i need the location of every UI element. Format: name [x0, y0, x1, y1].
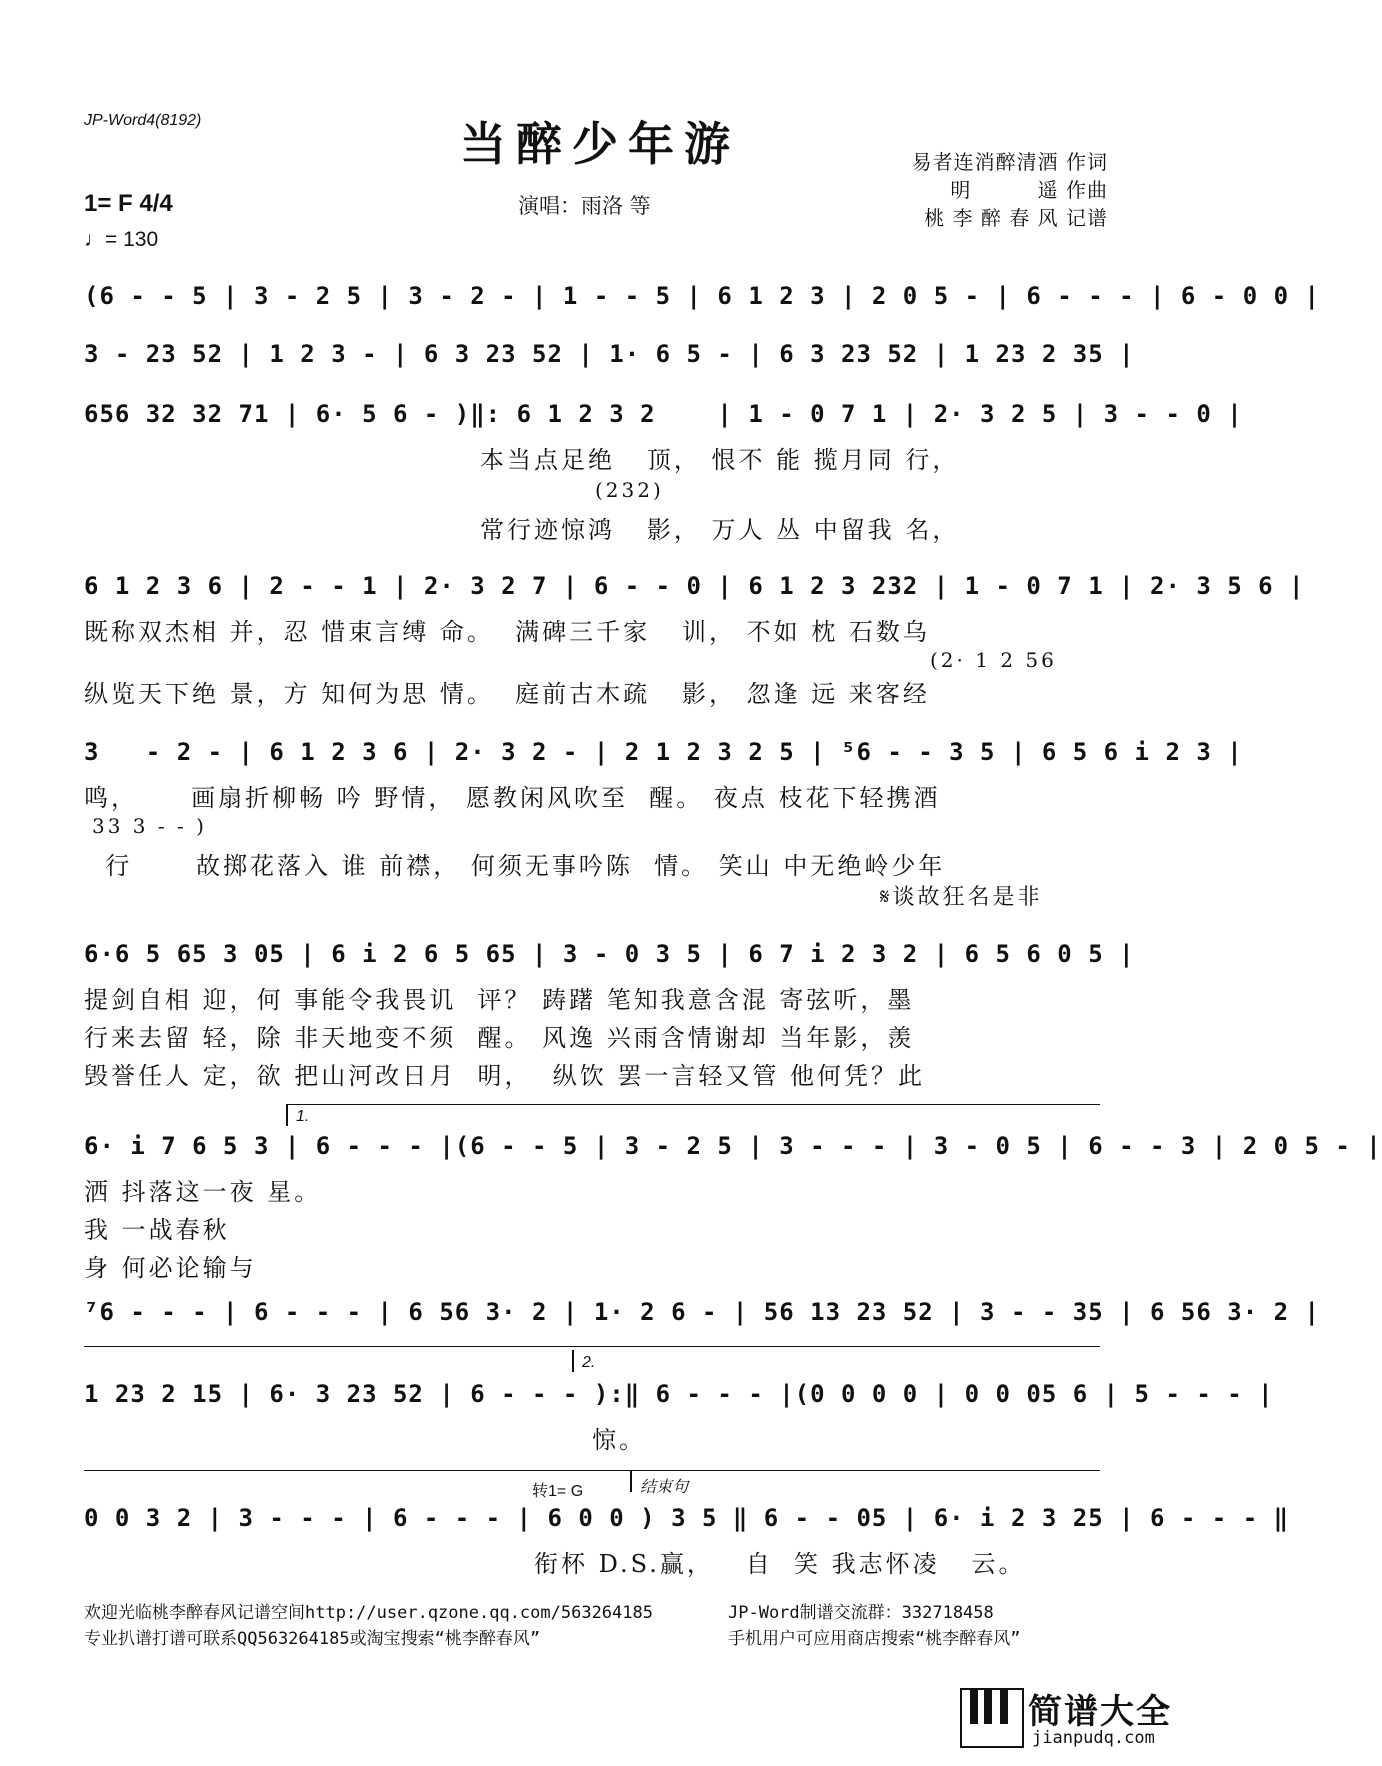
lyric-line-5-verse-3: 𝄋谈故狂名是非: [880, 885, 1043, 910]
lyric-line-3-verse-2: 常行迹惊鸿 影， 万人 丛 中留我 名，: [480, 516, 960, 544]
song-title: 当醉少年游: [460, 117, 740, 171]
footer-contact: 专业扒谱打谱可联系QQ563264185或淘宝搜索“桃李醉春风”: [84, 1629, 541, 1649]
score-line-10: 0 0 3 2 | 3 - - - | 6 - - - | 6 0 0 ) 3 5 ‖ 6 - - 05 | 6· i 2 3 25 | 6 - - - ‖: [84, 1504, 1290, 1532]
lyric-line-4-note: (2· 1 2 56: [930, 648, 1057, 672]
first-ending-bracket-start: [286, 1104, 288, 1126]
lyric-line-5-verse-2: 行 故掷花落入 谁 前襟， 何须无事吟陈 情。 笑山 中无绝岭少年: [84, 852, 946, 880]
lyric-line-10: 衔杯 D.S.赢， 自 笑 我志怀凌 云。: [534, 1550, 1026, 1578]
score-line-1: (6 - - 5 | 3 - 2 5 | 3 - 2 - | 1 - - 5 | 6 1 2 3 | 2 0 5 - | 6 - - - | 6 - 0 0 |: [84, 282, 1320, 310]
lyric-line-6-verse-2: 行来去留 轻，除 非天地变不须 醒。 风逸 兴雨含情谢却 当年影，羡: [84, 1024, 915, 1052]
lyric-line-7-verse-3: 身 何必论输与: [84, 1254, 257, 1282]
lyric-line-3-verse-1: 本当点足绝 顶， 恨不 能 揽月同 行，: [480, 446, 960, 474]
footer-website: 欢迎光临桃李醉春风记谱空间http://user.qzone.qq.com/563264185: [84, 1603, 653, 1623]
second-ending-label: 2.: [582, 1354, 596, 1371]
transcriber-credit: 桃 李 醉 春 风 记谱: [924, 206, 1108, 230]
coda-label: 结束句: [640, 1479, 689, 1496]
coda-bracket-start: [630, 1470, 632, 1492]
score-line-6: 6·6 5 65 3 05 | 6 i 2 6 5 65 | 3 - 0 3 5 | 6 7 i 2 3 2 | 6 5 6 0 5 |: [84, 940, 1135, 968]
first-ending-bracket: [286, 1104, 1100, 1105]
score-line-7: 6· i 7 6 5 3 | 6 - - - |(6 - - 5 | 3 - 2 5 | 3 - - - | 3 - 0 5 | 6 - - 3 | 2 0 5 - |: [84, 1132, 1382, 1160]
lyric-line-3-note: (232): [595, 478, 664, 502]
piano-keys-icon: [960, 1688, 1024, 1748]
score-line-9: 1 23 2 15 | 6· 3 23 52 | 6 - - - ):‖ 6 - - - |(0 0 0 0 | 0 0 05 6 | 5 - - - |: [84, 1380, 1274, 1408]
lyric-line-4-verse-1: 既称双杰相 并，忍 惜束言缚 命。 满碑三千家 训， 不如 枕 石数乌: [84, 618, 930, 646]
lyricist-credit: 易者连消醉清酒 作词: [911, 150, 1108, 174]
lyric-line-5-verse-1: 鸣， 画扇折柳畅 吟 野情， 愿教闲风吹至 醒。 夜点 枝花下轻携酒: [84, 784, 941, 812]
score-line-5: 3 - 2 - | 6 1 2 3 6 | 2· 3 2 - | 2 1 2 3 2 5 | ⁵6 - - 3 5 | 6 5 6 i 2 3 |: [84, 738, 1243, 766]
site-logo: [960, 1684, 1180, 1750]
score-line-2: 3 - 23 52 | 1 2 3 - | 6 3 23 52 | 1· 6 5 - | 6 3 23 52 | 1 23 2 35 |: [84, 340, 1135, 368]
footer-group: JP-Word制谱交流群：332718458: [728, 1603, 994, 1623]
lyric-line-4-verse-2: 纵览天下绝 景，方 知何为思 情。 庭前古木疏 影， 忽逢 远 来客经: [84, 680, 930, 708]
logo-text: 简谱大全: [1028, 1692, 1172, 1732]
score-line-4: 6 1 2 3 6 | 2 - - 1 | 2· 3 2 7 | 6 - - 0 | 6 1 2 3 232 | 1 - 0 7 1 | 2· 3 5 6 |: [84, 572, 1305, 600]
score-line-8: ⁷6 - - - | 6 - - - | 6 56 3· 2 | 1· 2 6 - | 56 13 23 52 | 3 - - 35 | 6 56 3· 2 |: [84, 1298, 1320, 1326]
lyric-line-7-verse-1: 洒 抖落这一夜 星。: [84, 1178, 322, 1206]
footer-app-search: 手机用户可应用商店搜索“桃李醉春风”: [728, 1629, 1021, 1649]
software-label: JP-Word4(8192): [84, 112, 202, 129]
score-line-3: 656 32 32 71 | 6· 5 6 - )‖: 6 1 2 3 2 | 1 - 0 7 1 | 2· 3 2 5 | 3 - - 0 |: [84, 400, 1243, 428]
lyric-line-6-verse-3: 毁誉任人 定，欲 把山河改日月 明， 纵饮 罢一言轻又管 他何凭？此: [84, 1062, 926, 1090]
lyric-line-6-verse-1: 提剑自相 迎，何 事能令我畏讥 评？ 踌躇 笔知我意含混 寄弦听，墨: [84, 986, 915, 1014]
key-signature: 1= F 4/4: [84, 190, 173, 217]
lyric-line-5-note: 33 3 - - ): [92, 814, 207, 838]
composer-credit: 明 遥 作曲: [950, 178, 1108, 202]
second-ending-bracket-start: [572, 1350, 574, 1372]
first-ending-label: 1.: [296, 1108, 310, 1125]
lyric-line-7-verse-2: 我 一战春秋: [84, 1216, 230, 1244]
ending-bracket-line: [84, 1470, 1100, 1471]
logo-url: jianpudq.com: [1032, 1728, 1155, 1748]
first-ending-continuation: [84, 1346, 1100, 1347]
lyric-line-9: 惊。: [592, 1426, 646, 1454]
tempo-marking: ♩= 130: [84, 228, 159, 251]
singer-credit: 演唱：雨洛 等: [518, 194, 651, 218]
key-change-label: 转1= G: [532, 1483, 584, 1500]
